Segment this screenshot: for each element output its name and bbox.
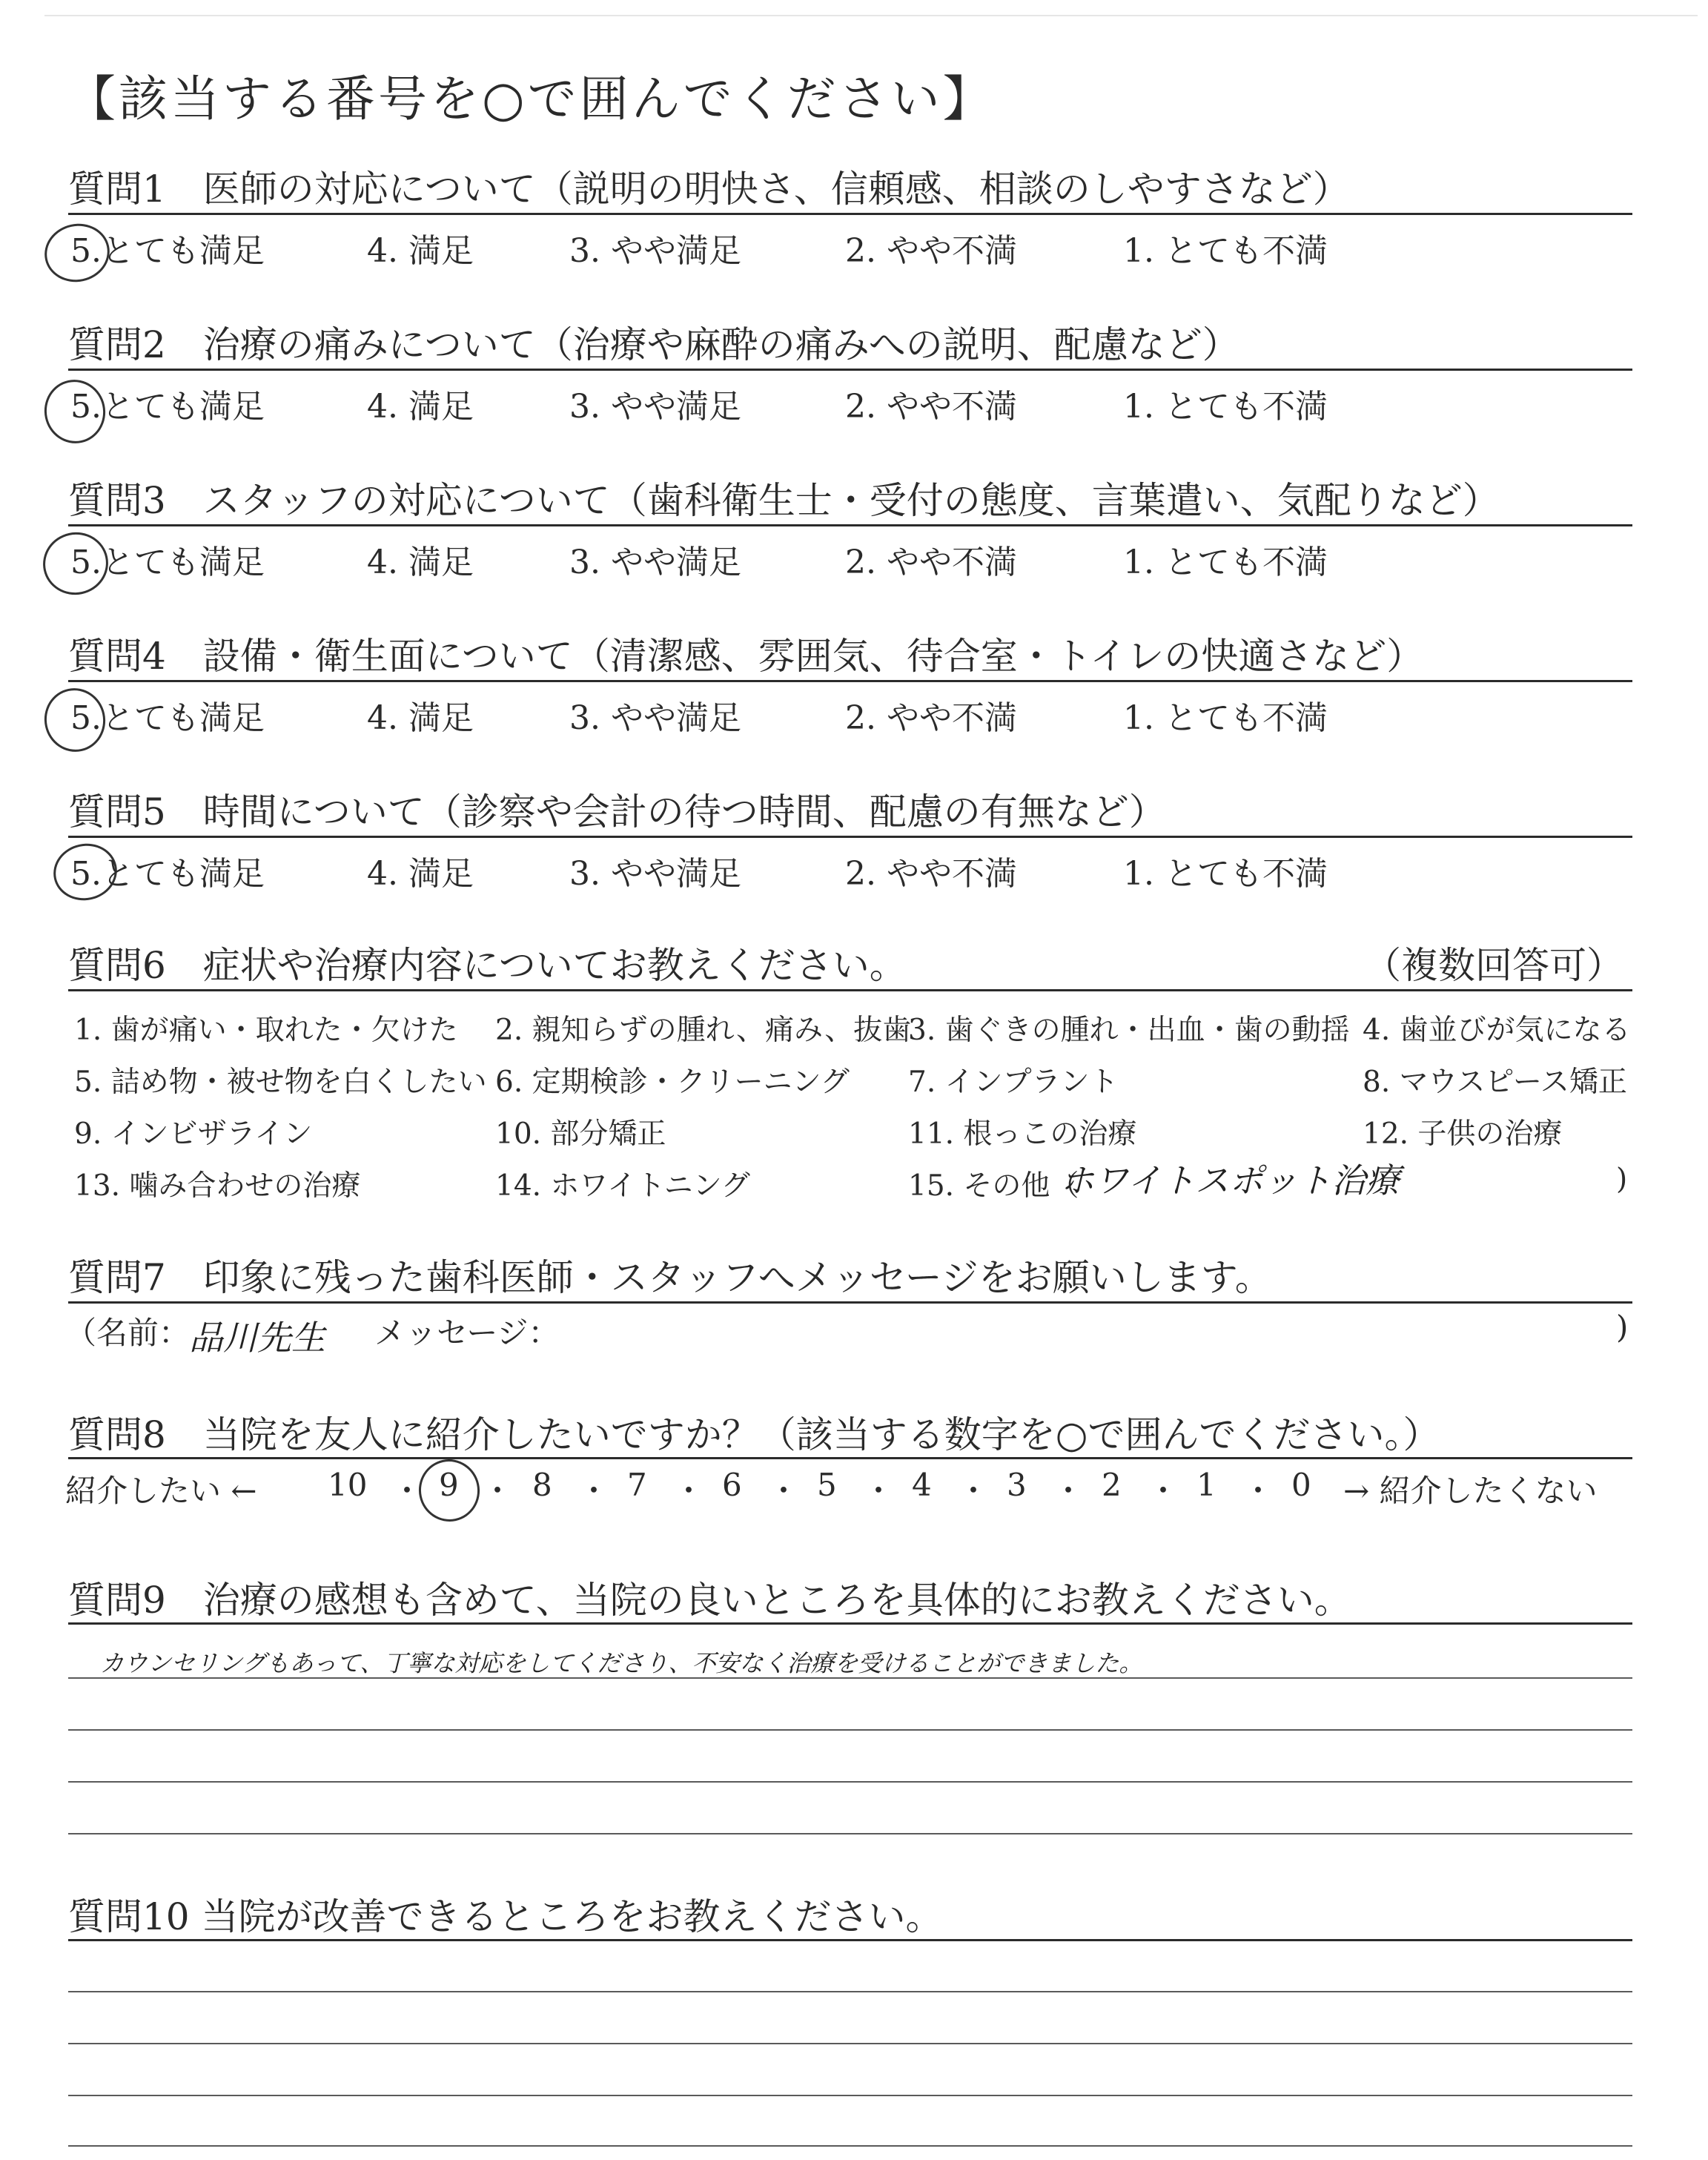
scale-separator: ・: [768, 1473, 800, 1509]
symptom-option[interactable]: 13. 噛み合わせの治療: [74, 1169, 361, 1203]
scale-value[interactable]: 7: [627, 1467, 647, 1503]
answer-line: [68, 1833, 1632, 1834]
rating-option-3[interactable]: 3. やや満足: [569, 544, 741, 581]
symptom-option[interactable]: 1. 歯が痛い・取れた・欠けた: [74, 1014, 458, 1047]
rating-option-5[interactable]: 5.とても満足: [70, 699, 265, 737]
rating-option-4[interactable]: 4. 満足: [367, 855, 474, 893]
symptom-option[interactable]: 9. インビザライン: [74, 1117, 313, 1151]
question-rule: [68, 989, 1632, 991]
question-rule: [68, 1457, 1632, 1459]
symptom-option[interactable]: 4. 歯並びが気になる: [1363, 1014, 1631, 1047]
answer-line: [68, 2145, 1632, 2147]
question-title: 質問1 医師の対応について（説明の明快さ、信頼感、相談のしやすさなど）: [68, 168, 1350, 211]
rating-option-1[interactable]: 1. とても不満: [1123, 388, 1328, 426]
rating-option-5[interactable]: 5.とても満足: [70, 855, 265, 893]
question-title: 質問3 スタッフの対応について（歯科衛生士・受付の態度、言葉遣い、気配りなど）: [68, 479, 1500, 522]
scale-value[interactable]: 0: [1291, 1467, 1311, 1503]
scale-separator: ・: [1242, 1473, 1274, 1509]
scale-value[interactable]: 5: [817, 1467, 837, 1503]
question-rule: [68, 1301, 1632, 1304]
symptom-option[interactable]: 12. 子供の治療: [1363, 1117, 1563, 1151]
question-rule: [68, 680, 1632, 682]
answer-line: [68, 1729, 1632, 1731]
rating-option-4[interactable]: 4. 満足: [367, 544, 474, 581]
rating-option-1[interactable]: 1. とても不満: [1123, 699, 1328, 737]
recommend-right-label: → 紹介したくない: [1343, 1473, 1598, 1509]
scale-separator: ・: [578, 1473, 610, 1509]
page-heading: 【該当する番号を○で囲んでください】: [67, 70, 995, 128]
symptom-option[interactable]: 5. 詰め物・被せ物を白くしたい: [74, 1066, 487, 1099]
question-rule: [68, 213, 1632, 215]
other-answer-handwriting[interactable]: ホワイトスポット治療: [1060, 1160, 1400, 1200]
rating-option-3[interactable]: 3. やや満足: [569, 699, 741, 737]
question-title: 質問4 設備・衛生面について（清潔感、雰囲気、待合室・トイレの快適さなど）: [68, 635, 1424, 678]
symptom-option[interactable]: 2. 親知らずの腫れ、痛み、抜歯: [495, 1014, 912, 1047]
rating-option-2[interactable]: 2. やや不満: [845, 544, 1017, 581]
answer-line: [68, 1991, 1632, 1992]
symptom-option[interactable]: 14. ホワイトニング: [495, 1169, 750, 1203]
rating-option-4[interactable]: 4. 満足: [367, 232, 474, 270]
scale-value[interactable]: 8: [532, 1467, 552, 1503]
rating-option-1[interactable]: 1. とても不満: [1123, 855, 1328, 893]
rating-option-4[interactable]: 4. 満足: [367, 699, 474, 737]
rating-option-2[interactable]: 2. やや不満: [845, 388, 1017, 426]
question-title: 質問6 症状や治療内容についてお教えください。: [68, 944, 907, 987]
scale-separator: ・: [1148, 1473, 1179, 1509]
page-top-edge: [44, 15, 1698, 16]
answer-line: [68, 1677, 1632, 1679]
symptom-option[interactable]: 10. 部分矯正: [495, 1117, 666, 1151]
scale-separator: ・: [391, 1473, 423, 1509]
scale-value[interactable]: 1: [1196, 1467, 1217, 1503]
scale-separator: ・: [958, 1473, 990, 1509]
recommend-left-label: 紹介したい ←: [65, 1473, 257, 1509]
message-close-paren: ): [1616, 1309, 1629, 1345]
scale-value[interactable]: 10: [328, 1467, 368, 1503]
good-points-handwriting[interactable]: カウンセリングもあって、丁寧な対応をしてくださり、不安なく治療を受けることができました。: [100, 1649, 1143, 1677]
symptom-option[interactable]: 6. 定期検診・クリーニング: [495, 1066, 850, 1099]
question-rule: [68, 369, 1632, 371]
rating-option-3[interactable]: 3. やや満足: [569, 388, 741, 426]
name-handwriting[interactable]: 品川先生: [189, 1318, 325, 1358]
scale-value[interactable]: 9: [439, 1467, 459, 1503]
rating-option-2[interactable]: 2. やや不満: [845, 232, 1017, 270]
rating-option-5[interactable]: 5.とても満足: [70, 388, 265, 426]
answer-line: [68, 2095, 1632, 2096]
rating-option-5[interactable]: 5.とても満足: [70, 232, 265, 270]
rating-option-3[interactable]: 3. やや満足: [569, 855, 741, 893]
answer-line: [68, 2043, 1632, 2044]
message-label: メッセージ：: [374, 1315, 560, 1351]
symptom-option[interactable]: 7. インプラント: [908, 1066, 1119, 1099]
rating-option-1[interactable]: 1. とても不満: [1123, 544, 1328, 581]
rating-option-3[interactable]: 3. やや満足: [569, 232, 741, 270]
scale-value[interactable]: 2: [1102, 1467, 1122, 1503]
rating-option-1[interactable]: 1. とても不満: [1123, 232, 1328, 270]
question-rule: [68, 1939, 1632, 1941]
question-title: 質問8 当院を友人に紹介したいですか？（該当する数字を○で囲んでください。）: [68, 1413, 1440, 1456]
multiple-answer-note: （複数回答可）: [1364, 944, 1623, 987]
rating-option-2[interactable]: 2. やや不満: [845, 855, 1017, 893]
question-title: 質問5 時間について（診察や会計の待つ時間、配慮の有無など）: [68, 790, 1166, 833]
scale-value[interactable]: 6: [722, 1467, 742, 1503]
rating-option-4[interactable]: 4. 満足: [367, 388, 474, 426]
scale-value[interactable]: 3: [1007, 1467, 1027, 1503]
question-title: 質問9 治療の感想も含めて、当院の良いところを具体的にお教えください。: [68, 1579, 1351, 1622]
rating-option-5[interactable]: 5.とても満足: [70, 544, 265, 581]
other-close-paren: ): [1616, 1163, 1628, 1196]
symptom-option-other[interactable]: 15. その他（: [908, 1169, 1079, 1203]
symptom-option[interactable]: 8. マウスピース矯正: [1363, 1066, 1627, 1099]
scale-separator: ・: [673, 1473, 705, 1509]
symptom-option[interactable]: 11. 根っこの治療: [908, 1117, 1137, 1151]
symptom-option[interactable]: 3. 歯ぐきの腫れ・出血・歯の動揺: [908, 1014, 1350, 1047]
scale-separator: ・: [1053, 1473, 1085, 1509]
question-title: 質問7 印象に残った歯科医師・スタッフへメッセージをお願いします。: [68, 1256, 1272, 1299]
answer-line: [68, 1781, 1632, 1783]
scale-separator: ・: [863, 1473, 895, 1509]
name-label: （名前：: [65, 1315, 191, 1351]
rating-option-2[interactable]: 2. やや不満: [845, 699, 1017, 737]
question-rule: [68, 524, 1632, 526]
scale-separator: ・: [482, 1473, 514, 1509]
scale-value[interactable]: 4: [912, 1467, 932, 1503]
question-rule: [68, 1622, 1632, 1625]
question-title: 質問10 当院が改善できるところをお教えください。: [68, 1895, 943, 1938]
question-rule: [68, 836, 1632, 838]
question-title: 質問2 治療の痛みについて（治療や麻酔の痛みへの説明、配慮など）: [68, 323, 1239, 366]
